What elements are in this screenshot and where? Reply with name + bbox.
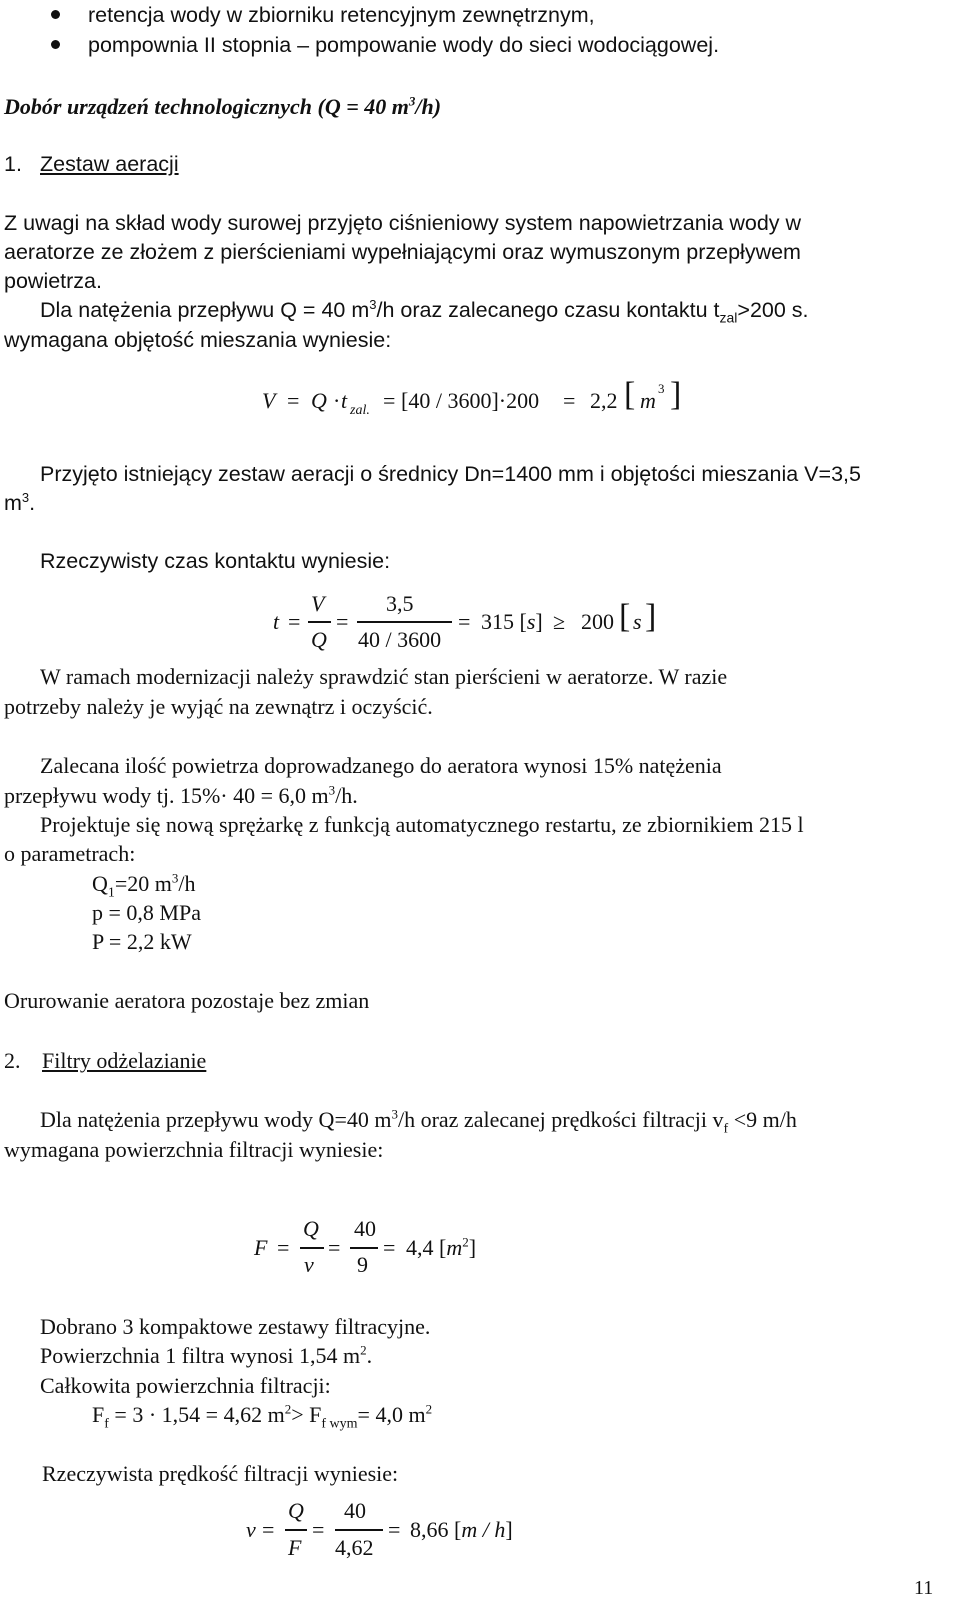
- param-power: P = 2,2 kW: [92, 929, 192, 954]
- section-heading: Dobór urządzeń technologicznych (Q = 40 $m^3/h$): [4, 93, 442, 119]
- paragraph-line: Rzeczywisty czas kontaktu wyniesie:: [40, 549, 391, 573]
- paragraph-line: Dla natężenia przepływu Q = 40 $m^3/h$ oraz zalecanego czasu kontaktu $t_{zal}>200$ s.: [40, 296, 809, 326]
- fraction-bar: [350, 1247, 378, 1249]
- bullet-item: pompownia II stopnia – pompowanie wody do sieci wodociągowej.: [88, 33, 720, 57]
- paragraph-line: o parametrach:: [4, 841, 136, 866]
- bracket-open: [: [624, 376, 636, 413]
- section-title: Zestaw aeracji: [40, 152, 179, 176]
- bracket-open: [: [619, 598, 631, 635]
- fraction-bar: [335, 1529, 383, 1531]
- paragraph-line: $F_f = 3 \cdot 1,54 = 4,62$ $m^2> F_{f wym}= 4,0$ $m^2$: [92, 1401, 433, 1432]
- paragraph-line: Całkowita powierzchnia filtracji:: [40, 1373, 331, 1398]
- section-number: 2.: [4, 1048, 21, 1073]
- paragraph-line: potrzeby należy je wyjąć na zewnątrz i oczyścić.: [4, 694, 433, 719]
- fraction-bar: [300, 1247, 324, 1249]
- param-pressure: p = 0,8 MPa: [92, 900, 201, 925]
- paragraph-line: Z uwagi na skład wody surowej przyjęto ciśnieniowy system napowietrzania wody w: [4, 211, 802, 235]
- paragraph-line: wymagana objętość mieszania wyniesie:: [4, 328, 392, 352]
- paragraph-line: przepływu wody tj. 15%· 40 = 6,0 $m^3/h$.: [4, 782, 358, 808]
- section-number: 1.: [4, 152, 22, 176]
- paragraph-line: Dla natężenia przepływu wody Q=40 $m^3/h$ oraz zalecanej prędkości filtracji $v_f <9$ m/h: [40, 1106, 797, 1137]
- paragraph-line: wymagana powierzchnia filtracji wyniesie:: [4, 1137, 384, 1162]
- paragraph-line: Orurowanie aeratora pozostaje bez zmian: [4, 988, 370, 1013]
- fraction-bar: [357, 621, 452, 623]
- section-title: Filtry odżelazianie: [42, 1048, 207, 1073]
- paragraph-line: $m^3$.: [4, 489, 36, 515]
- paragraph-line: Powierzchnia 1 filtra wynosi 1,54 $m^2$.: [40, 1342, 373, 1368]
- fraction-bar: [308, 621, 331, 623]
- paragraph-line: Dobrano 3 kompaktowe zestawy filtracyjne.: [40, 1314, 431, 1339]
- bullet-dot: [51, 10, 60, 19]
- paragraph-line: Projektuje się nową sprężarkę z funkcją automatycznego restartu, ze zbiornikiem 215 l: [40, 812, 804, 837]
- paragraph-line: Zalecana ilość powietrza doprowadzanego do aeratora wynosi 15% natężenia: [40, 753, 722, 778]
- paragraph-line: Przyjęto istniejący zestaw aeracji o średnicy Dn=1400 mm i objętości mieszania V=3,5: [40, 462, 861, 486]
- paragraph-line: Rzeczywista prędkość filtracji wyniesie:: [42, 1461, 399, 1486]
- bracket-close: ]: [670, 376, 682, 413]
- paragraph-line: aeratorze ze złożem z pierścieniami wypełniającymi oraz wymuszonym przepływem: [4, 240, 801, 264]
- page-number: 11: [914, 1577, 934, 1599]
- bracket-close: ]: [645, 598, 657, 635]
- paragraph-line: W ramach modernizacji należy sprawdzić stan pierścieni w aeratorze. W razie: [40, 664, 728, 689]
- fraction-bar: [285, 1529, 307, 1531]
- paragraph-line: powietrza.: [4, 269, 102, 293]
- bullet-item: retencja wody w zbiorniku retencyjnym zewnętrznym,: [88, 3, 595, 27]
- bullet-dot: [51, 40, 60, 49]
- param-flow: $Q_1=20$ $m^3/h$: [92, 870, 196, 901]
